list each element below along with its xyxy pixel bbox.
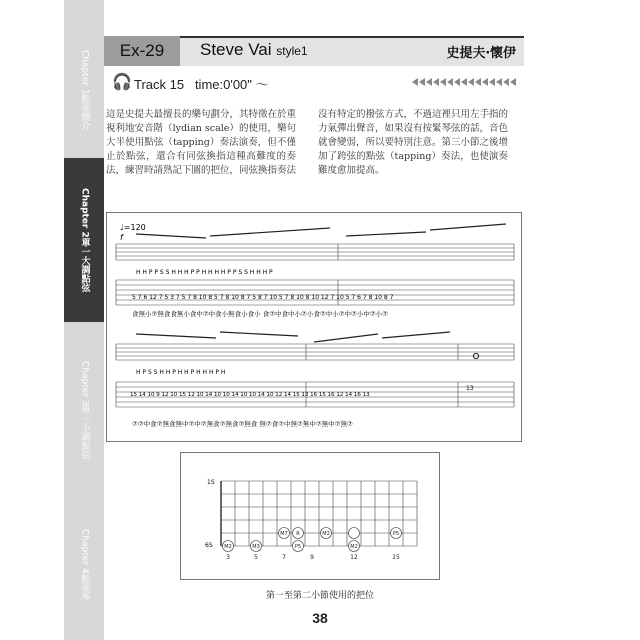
chapter-tab-4-title: 點弦琴: [79, 573, 90, 601]
marker-m3-upper: [349, 528, 360, 539]
notation-score: [106, 212, 522, 442]
chapter-tab-1-label: Chapter 1: [79, 49, 90, 95]
body-text-right: 沒有特定的撥弦方式，不過這裡只用左手指的力氣彈出聲音，如果沒有按緊琴弦的話，音色就會變弱，所以要特別注意。第三小節之後增加了跨弦的點弦（tapping）奏法，也使演奏難度愈加提高。: [318, 109, 509, 176]
example-header: [104, 36, 524, 66]
tab-numbers-row-2: 15 14 10 9 12 10 15 12 10 14 10 10 14 10 10 14 10 12 14 15 13 16 15 16 12 14 16 13: [130, 392, 370, 398]
technique-row-2: H P S S H H P H H P H H H P H: [136, 369, 226, 376]
staff-1: [116, 244, 514, 260]
headphones-icon: 🎧: [112, 72, 132, 91]
fret-numbers: [226, 554, 400, 561]
score-svg: [106, 212, 522, 442]
fingering-row-2: ⑦⑦中食⑦無食無中⑦中⑦無食⑦無食⑦無食 無⑦食⑦中無⑦無中⑦無中⑦無⑦: [132, 420, 353, 428]
tab-numbers-row-1: 5 7 6 12 7 5 3 7 5 7 8 10 8 5 7 8 10 8 7 5 8 7 10 5 7 8 10 8 10 12 7 10 5 7 6 7 8 10 8 7: [132, 294, 394, 301]
fretboard-frame: [180, 452, 440, 580]
marker-label-2: M3: [252, 544, 260, 550]
body-text-left: 這是史提夫最擅長的樂句劃分，其特徵在於重視利地安音階（lydian scale）的使用，樂句大半使用點弦（tapping）奏法演奏，但不僅止於點弦，還合有同弦換指這種高難度的奏法，練習時請熟記下圖的把位，同弦換指奏法: [106, 109, 297, 176]
chapter-tab-3-title: 單一小調點弦: [79, 405, 90, 460]
figure-caption: 第一至第二小節使用的把位: [265, 591, 374, 601]
artist-name: 史提夫‧懷伊: [446, 46, 516, 61]
staff-2: [116, 344, 514, 360]
marker-label-8: P5: [392, 531, 400, 537]
tab-number-final: 13: [466, 385, 474, 392]
arrow-strip-icon: [412, 77, 520, 87]
marker-label-1: M2: [224, 544, 232, 550]
tab-staff-1: [116, 280, 514, 305]
dynamic-mark: f: [120, 233, 123, 242]
marker-label-5: P5: [294, 544, 302, 550]
fret-number-15: 15: [392, 554, 400, 561]
marker-label-4: R: [296, 531, 300, 537]
marker-label-6: M2: [322, 531, 330, 537]
chapter-tab-3-label: Chapter 3: [79, 360, 90, 406]
beams-1: [136, 224, 506, 238]
chapter-tab-3[interactable]: [64, 360, 104, 460]
chapter-tab-2-label: Chapter 2: [79, 188, 90, 238]
fret-number-3: 3: [226, 554, 230, 561]
fretboard-diagram: [181, 453, 439, 579]
fret-number-9: 9: [310, 554, 314, 561]
chapter-tab-2-active[interactable]: [64, 158, 104, 322]
technique-row-1: H H P P S S H H H P P H H H H P P S S H H H P: [136, 269, 273, 276]
beams-2: [136, 332, 450, 342]
fret-grid: [221, 481, 417, 546]
fret-number-5: 5: [254, 554, 258, 561]
chapter-tab-1-title: 點弦簡介: [79, 94, 90, 131]
example-title-main: Steve Vai: [200, 40, 272, 59]
fret-markers: [223, 528, 402, 552]
track-time: time:0'00" ～: [194, 77, 269, 92]
track-line: [112, 72, 522, 92]
track-number: Track 15: [134, 77, 185, 92]
track-label: [134, 74, 269, 93]
example-number: Ex-29: [104, 36, 180, 66]
tempo-mark: ♩=120: [120, 223, 146, 232]
string-1-label: 1S: [207, 479, 215, 486]
chapter-tab-4-label: Chapter 4: [79, 529, 90, 574]
example-title-suffix: style1: [276, 44, 308, 58]
page-number: 38: [312, 610, 328, 626]
fret-number-12: 12: [350, 554, 358, 561]
chapter-tab-2-title: 單一大調點弦: [79, 237, 90, 292]
chapter-tab-1[interactable]: [64, 40, 104, 140]
string-6-label: 6S: [205, 542, 213, 549]
fingering-row-1: 食無小⑦無食食無小食中⑦中食小無食小食小 食⑦中食中小⑦小食⑦中小⑦中⑦小中⑦小⑦: [132, 310, 389, 318]
marker-label-3: M7: [280, 531, 288, 537]
fret-number-7: 7: [282, 554, 286, 561]
marker-label-7: M2: [350, 544, 358, 550]
example-title: [200, 40, 308, 60]
